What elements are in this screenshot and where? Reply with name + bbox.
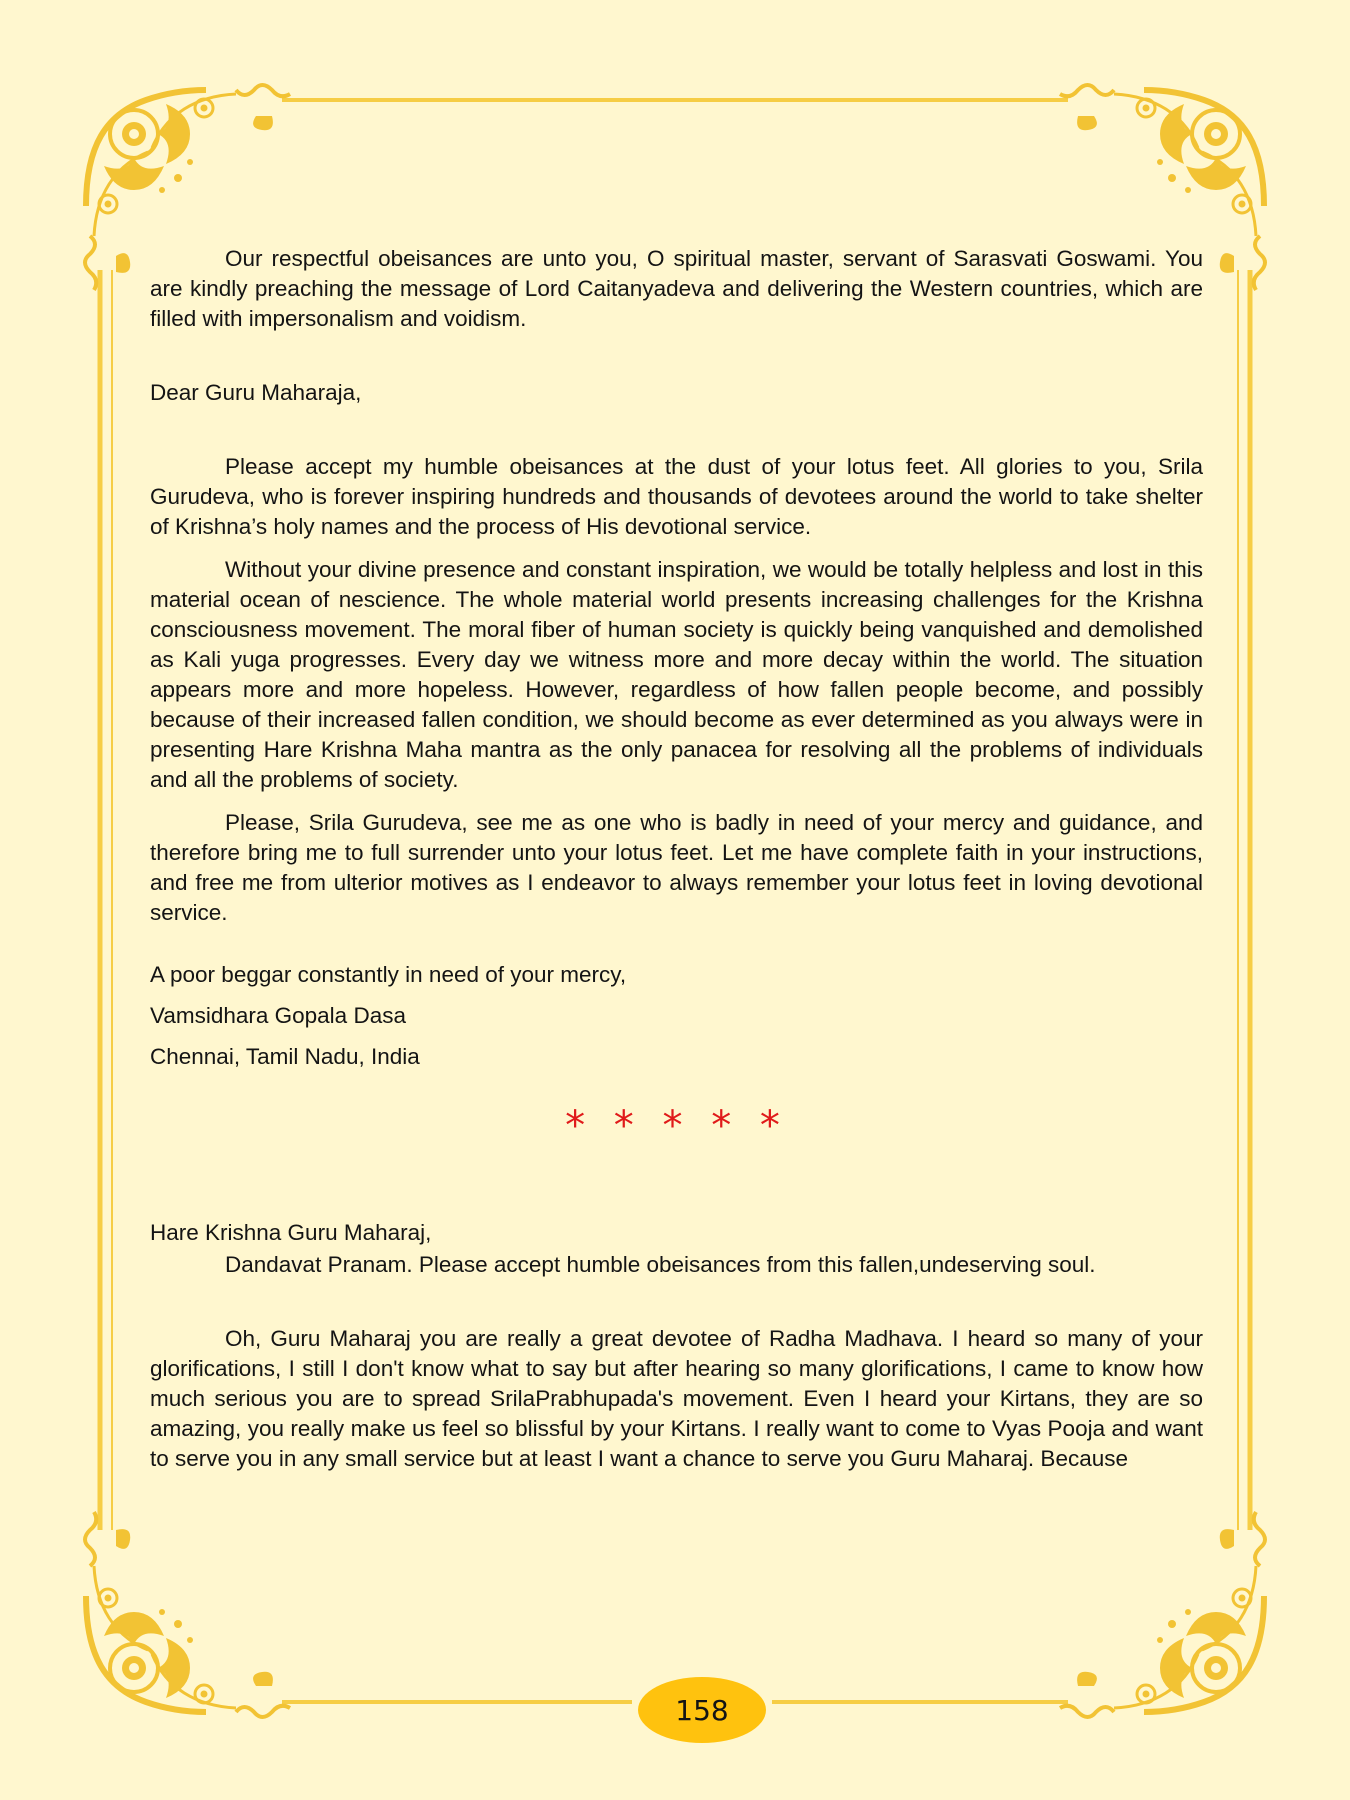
invocation-paragraph: Our respectful obeisances are unto you, O spiritual master, servant of Sarasvati Goswami. You are kindly preaching the message of Lord Caitanyadeva and delivering the Western countries, which are filled with impersonalism and voidism. (150, 246, 1203, 331)
letter1-paragraph-2: Without your divine presence and constant inspiration, we would be totally helpless and lost in this material ocean of nescience. The whole material world presents increasing challenges for the Krishna consciousness movement. The moral fiber of human society is quickly being vanquished and demolished as Kali yuga progresses. Every day we witness more and more decay within the world. The situation appears more and more hopeless. However, regardless of how fallen people become, and possibly because of their increased fallen condition, we should become as ever determined as you always were in presenting Hare Krishna Maha mantra as the only panacea for resolving all the problems of individuals and all the problems of society. (150, 557, 1203, 792)
letter1-paragraph-3: Please, Srila Gurudeva, see me as one who is badly in need of your mercy and guidance, and therefore bring me to full surrender unto your lotus feet. Let me have complete faith in your instructions, and free me from ulterior motives as I endeavor to always remember your lotus feet in loving devotional service. (150, 810, 1203, 925)
section-separator-stars: * * * * * (565, 1103, 788, 1149)
letter2-greeting: Dandavat Pranam. Please accept humble obeisances from this fallen,undeserving soul. (225, 1252, 1096, 1277)
signature-name: Vamsidhara Gopala Dasa (150, 1003, 406, 1028)
letter1-paragraph-1: Please accept my humble obeisances at the dust of your lotus feet. All glories to you, Srila Gurudeva, who is forever inspiring hundreds and thousands of devotees around the world to take shelter of Krishna’s holy names and the process of His devotional service. (150, 454, 1203, 539)
page-content (150, 244, 1203, 1474)
letter2-paragraph: Oh, Guru Maharaj you are really a great devotee of Radha Madhava. I heard so many of your glorifications, I still I don't know what to say but after hearing so many glorifications, I came to know how much serious you are to spread SrilaPrabhupada's movement. Even I heard your Kirtans, they are so amazing, you really make us feel so blissful by your Kirtans. I really want to come to Vyas Pooja and want to serve you in any small service but at least I want a chance to serve you Guru Maharaj. Because (150, 1326, 1203, 1471)
corner-ornament-bottom-right (1060, 1512, 1265, 1717)
signature-location: Chennai, Tamil Nadu, India (150, 1044, 420, 1069)
letter1-closing: A poor beggar constantly in need of your mercy, (150, 962, 627, 987)
letter2-salutation: Hare Krishna Guru Maharaj, (150, 1220, 432, 1245)
page-number-badge: 158 (638, 1677, 766, 1743)
corner-ornament-bottom-left (85, 1512, 290, 1717)
letter1-salutation: Dear Guru Maharaja, (150, 380, 362, 405)
